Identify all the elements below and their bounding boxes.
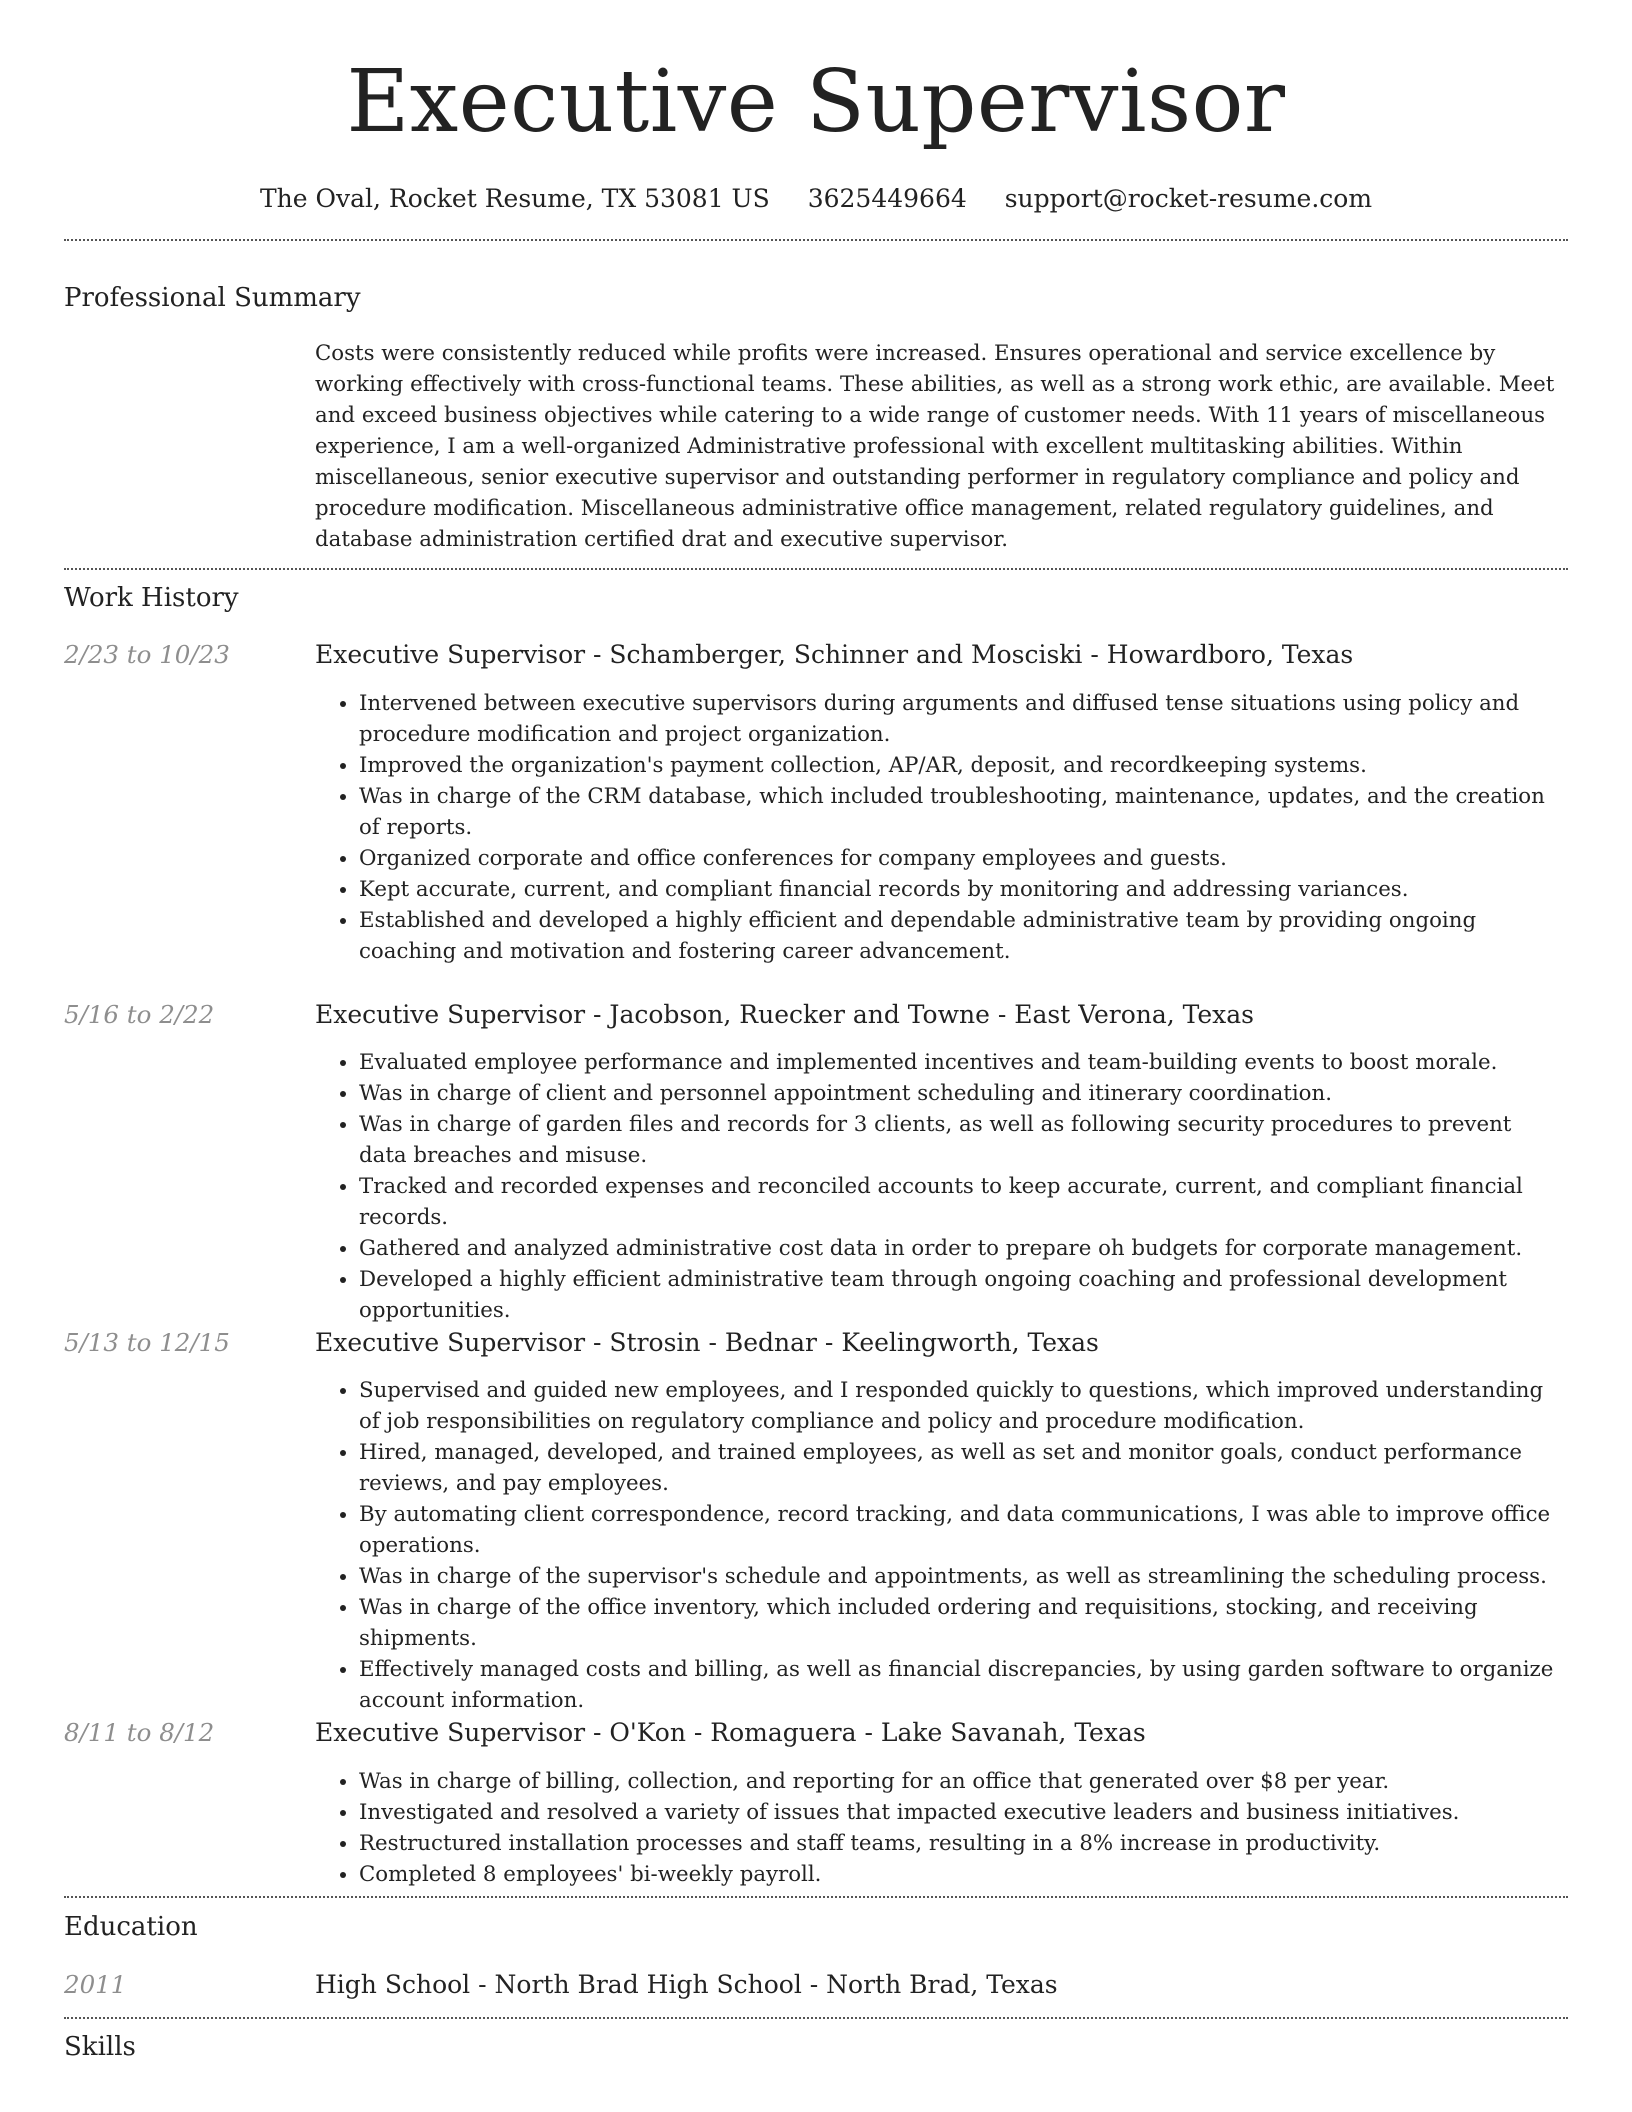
contact-line	[0, 182, 1632, 216]
section-divider	[64, 1896, 1568, 1898]
job-dates: 5/13 to 12/15	[64, 1328, 230, 1357]
job-bullet: • Organized corporate and office conferences for company employees and guests.	[359, 843, 1565, 874]
summary-heading: Professional Summary	[64, 283, 361, 313]
job-title: Executive Supervisor - Jacobson, Ruecker and Towne - East Verona, Texas	[315, 1000, 1255, 1029]
job-bullet: • Developed a highly efficient administrative team through ongoing coaching and professional development opportunities.	[359, 1264, 1565, 1326]
job-bullets	[315, 1766, 1565, 1890]
job-bullets	[315, 688, 1565, 967]
education-degree: High School - North Brad High School - North Brad, Texas	[315, 1970, 1058, 1999]
job-title: Executive Supervisor - Schamberger, Schinner and Mosciski - Howardboro, Texas	[315, 640, 1354, 669]
job-dates: 5/16 to 2/22	[64, 1000, 215, 1029]
job-bullet: • By automating client correspondence, record tracking, and data communications, I was able to improve office operations.	[359, 1499, 1565, 1561]
education-heading: Education	[64, 1912, 198, 1942]
job-bullet: • Hired, managed, developed, and trained employees, as well as set and monitor goals, conduct performance reviews, and pay employees.	[359, 1437, 1565, 1499]
job-bullet: • Was in charge of the CRM database, which included troubleshooting, maintenance, updates, and the creation of reports.	[359, 781, 1565, 843]
contact-email: support@rocket-resume.com	[1004, 184, 1373, 213]
education-year: 2011	[64, 1970, 127, 1999]
candidate-name: Executive Supervisor	[346, 52, 1286, 152]
section-divider	[64, 568, 1568, 570]
contact-address: The Oval, Rocket Resume, TX 53081 US	[259, 184, 770, 213]
job-bullet: • Established and developed a highly efficient and dependable administrative team by providing ongoing coaching and motivation and fostering career advancement.	[359, 905, 1565, 967]
job-bullet: • Was in charge of garden files and records for 3 clients, as well as following security procedures to prevent data breaches and misuse.	[359, 1109, 1565, 1171]
job-bullet: • Was in charge of the supervisor's schedule and appointments, as well as streamlining the scheduling process.	[359, 1561, 1565, 1592]
section-divider	[64, 2017, 1568, 2019]
job-bullet: • Gathered and analyzed administrative cost data in order to prepare oh budgets for corporate management.	[359, 1233, 1565, 1264]
job-bullets	[315, 1047, 1565, 1326]
job-title: Executive Supervisor - Strosin - Bednar - Keelingworth, Texas	[315, 1328, 1099, 1357]
section-divider	[64, 239, 1568, 241]
job-bullet: • Investigated and resolved a variety of issues that impacted executive leaders and business initiatives.	[359, 1797, 1565, 1828]
job-bullets	[315, 1375, 1565, 1716]
contact-phone: 3625449664	[807, 184, 967, 213]
job-bullet: • Intervened between executive supervisors during arguments and diffused tense situations using policy and procedure modification and project organization.	[359, 688, 1565, 750]
job-bullet: • Effectively managed costs and billing, as well as financial discrepancies, by using garden software to organize account information.	[359, 1654, 1565, 1716]
skills-heading: Skills	[64, 2032, 136, 2062]
job-title: Executive Supervisor - O'Kon - Romaguera - Lake Savanah, Texas	[315, 1718, 1146, 1747]
job-bullet: • Tracked and recorded expenses and reconciled accounts to keep accurate, current, and compliant financial records.	[359, 1171, 1565, 1233]
summary-text: Costs were consistently reduced while profits were increased. Ensures operational and service excellence by working effectively with cross-functional teams. These abilities, as well as a strong work ethic, are available. Meet and exceed business objectives while catering to a wide range of customer needs. With 11 years of miscellaneous experience, I am a well-organized Administrative professional with excellent multitasking abilities. Within miscellaneous, senior executive supervisor and outstanding performer in regulatory compliance and policy and procedure modification. Miscellaneous administrative office management, related regulatory guidelines, and database administration certified drat and executive supervisor.	[315, 341, 1555, 552]
job-bullet: • Supervised and guided new employees, and I responded quickly to questions, which improved understanding of job responsibilities on regulatory compliance and policy and procedure modification.	[359, 1375, 1565, 1437]
job-bullet: • Restructured installation processes and staff teams, resulting in a 8% increase in productivity.	[359, 1828, 1565, 1859]
job-dates: 2/23 to 10/23	[64, 640, 230, 669]
job-bullet: • Kept accurate, current, and compliant financial records by monitoring and addressing variances.	[359, 874, 1565, 905]
job-bullet: • Completed 8 employees' bi-weekly payroll.	[359, 1859, 1565, 1890]
work-history-heading: Work History	[64, 583, 239, 613]
job-dates: 8/11 to 8/12	[64, 1718, 215, 1747]
job-bullet: • Was in charge of client and personnel appointment scheduling and itinerary coordination.	[359, 1078, 1565, 1109]
job-bullet: • Was in charge of the office inventory, which included ordering and requisitions, stocking, and receiving shipments.	[359, 1592, 1565, 1654]
job-bullet: • Improved the organization's payment collection, AP/AR, deposit, and recordkeeping systems.	[359, 750, 1565, 781]
job-bullet: • Evaluated employee performance and implemented incentives and team-building events to boost morale.	[359, 1047, 1565, 1078]
job-bullet: • Was in charge of billing, collection, and reporting for an office that generated over $8 per year.	[359, 1766, 1565, 1797]
